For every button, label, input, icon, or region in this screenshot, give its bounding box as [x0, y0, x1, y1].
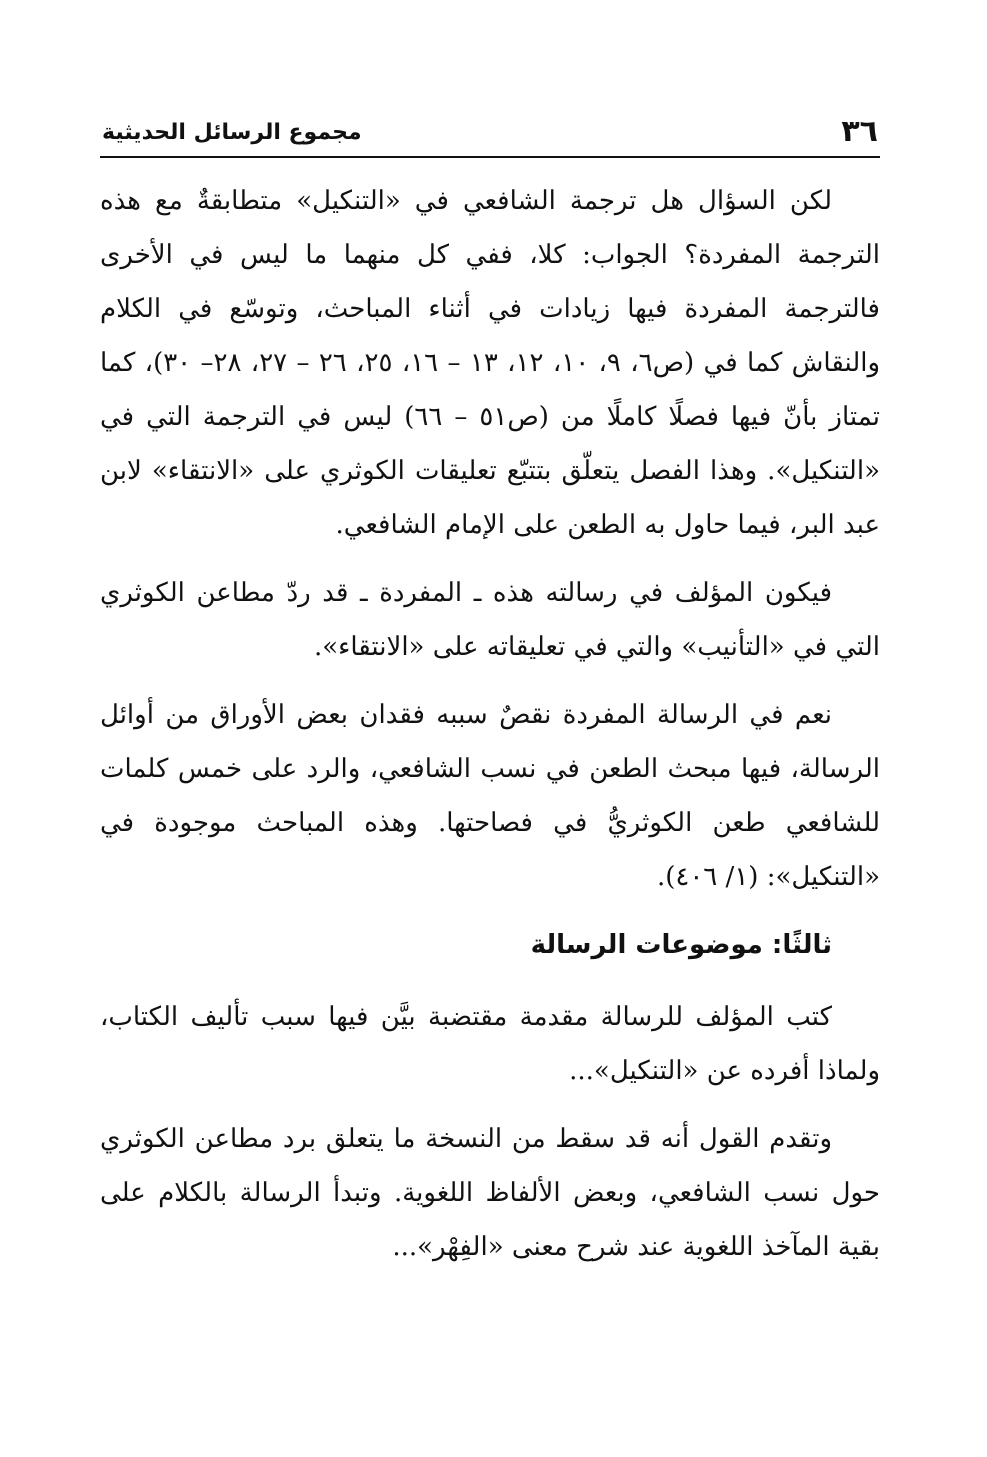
paragraph: فيكون المؤلف في رسالته هذه ـ المفردة ـ قد ردّ مطاعن الكوثري التي في «التأنيب» والتي في تعليقاته على «الانتقاء».	[100, 578, 880, 662]
running-title: مجموع الرسائل الحديثية	[102, 120, 362, 145]
paragraph: لكن السؤال هل ترجمة الشافعي في «التنكيل» متطابقةٌ مع هذه الترجمة المفردة؟ الجواب: كلا، ففي كل منهما ما ليس في الأخرى فالترجمة المفردة فيها زيادات في أثناء المباحث، وتوسّع في الكلام والنقاش كما في (ص٦، ٩، ١٠، ١٢، ١٣ – ١٦، ٢٥، ٢٦ – ٢٧، ٢٨– ٣٠)، كما تمتاز بأنّ فيها فصلًا كاملًا من (ص٥١ – ٦٦) ليس في الترجمة التي في «التنكيل». وهذا الفصل يتعلّق بتتبّع تعليقات الكوثري على «الانتقاء» لابن عبد البر، فيما حاول به الطعن على الإمام الشافعي.	[100, 186, 881, 540]
header-divider	[100, 156, 880, 158]
page-number: ٣٦	[841, 114, 878, 149]
page-header	[100, 108, 880, 156]
paragraph: كتب المؤلف للرسالة مقدمة مقتضبة بيَّن فيها سبب تأليف الكتاب، ولماذا أفرده عن «التنكيل»...	[100, 1002, 880, 1086]
paragraph: نعم في الرسالة المفردة نقصٌ سببه فقدان بعض الأوراق من أوائل الرسالة، فيها مبحث الطعن في نسب الشافعي، والرد على خمس كلمات للشافعي طعن الكوثريُّ في فصاحتها. وهذه المباحث موجودة في «التنكيل»: (١/ ٤٠٦).	[100, 700, 880, 892]
paragraph: وتقدم القول أنه قد سقط من النسخة ما يتعلق برد مطاعن الكوثري حول نسب الشافعي، وبعض الألفاظ اللغوية. وتبدأ الرسالة بالكلام على بقية المآخذ اللغوية عند شرح معنى «الفِهْر»...	[100, 1124, 880, 1262]
section-heading: ثالثًا: موضوعات الرسالة	[530, 930, 832, 960]
page-body	[100, 174, 880, 1288]
